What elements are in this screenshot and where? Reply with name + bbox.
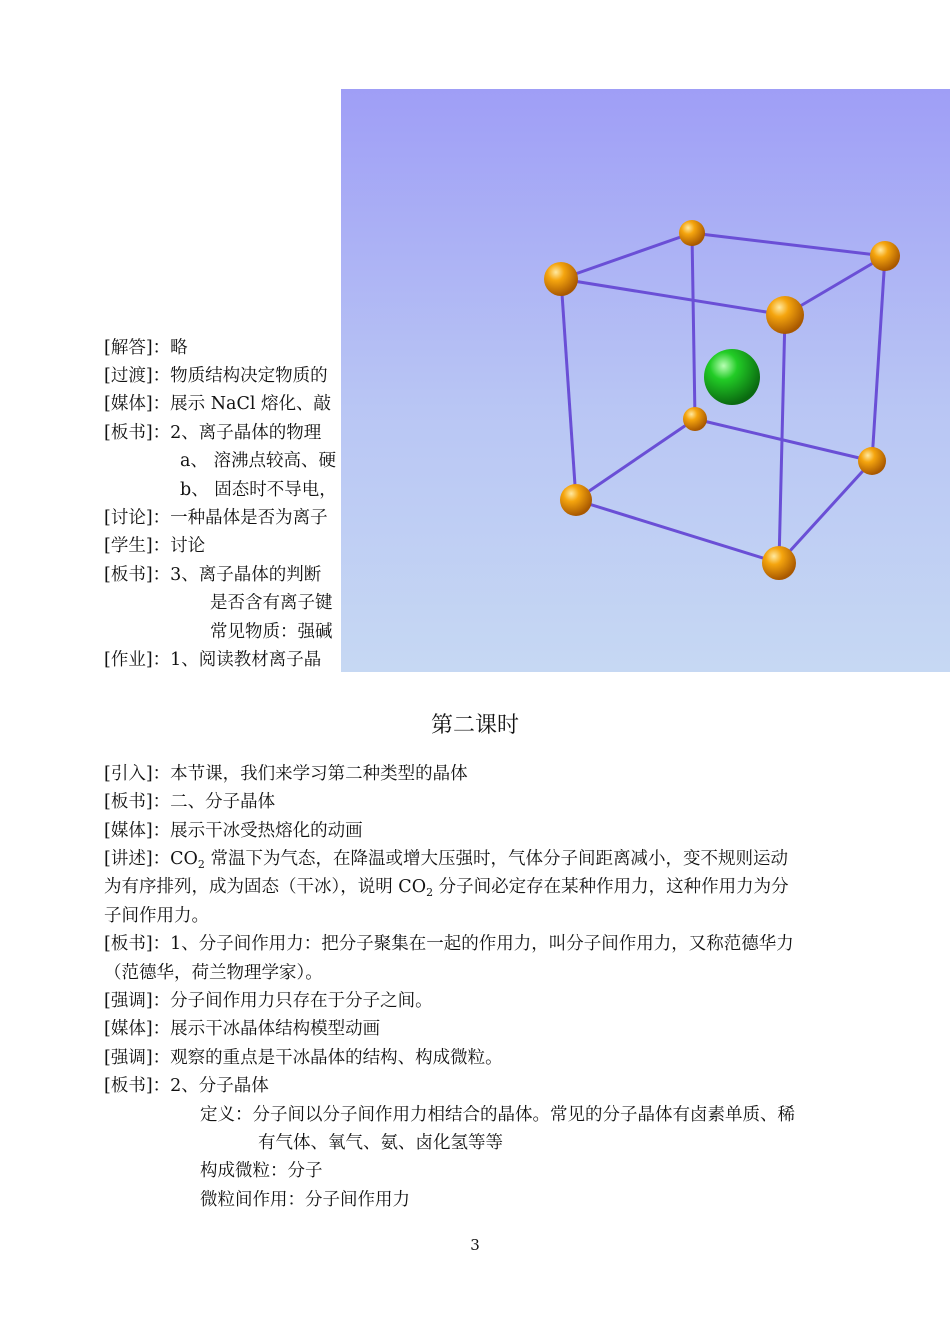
corner-atom	[679, 220, 705, 246]
media-line: [媒体]：展示 NaCl 熔化、敲	[104, 394, 332, 414]
definition-line-1: 定义：分子间以分子间作用力相结合的晶体。常见的分子晶体有卤素单质、稀	[200, 1105, 795, 1125]
corner-atom	[766, 296, 804, 334]
emphasis-line-1: [强调]：分子间作用力只存在于分子之间。	[104, 991, 433, 1011]
vdw-note-line: （范德华，荷兰物理学家）。	[104, 963, 323, 983]
corner-atom	[858, 447, 886, 475]
center-atom	[704, 349, 760, 405]
lecture-line-1: [讲述]：$CO_2$ 常温下为气态，在降温或增大压强时，气体分子间距离减小，变不规则运动	[104, 849, 788, 871]
corner-atom	[762, 546, 796, 580]
media-line-model: [媒体]：展示干冰晶体结构模型动画	[104, 1019, 381, 1039]
definition-line-2: 有气体、氧气、氨、卤化氢等等	[258, 1133, 503, 1153]
corner-atom	[683, 407, 707, 431]
corner-atom	[560, 484, 592, 516]
media-line-dry-ice: [媒体]：展示干冰受热熔化的动画	[104, 821, 363, 841]
board-line-crystal: [板书]：2、分子晶体	[104, 1076, 269, 1096]
crystal-structure-figure	[341, 89, 950, 672]
property-b-line: b、 固态时不导电，	[180, 480, 337, 500]
section-title: 第二课时	[430, 713, 519, 738]
emphasis-line-2: [强调]：观察的重点是干冰晶体的结构、构成微粒。	[104, 1048, 503, 1068]
answer-line: [解答]：略	[104, 338, 188, 358]
cubic-lattice-diagram	[341, 89, 950, 672]
transition-line: [过渡]：物质结构决定物质的	[104, 366, 328, 386]
board-line-force: [板书]：1、分子间作用力：把分子聚集在一起的作用力，叫分子间作用力，又称范德华力	[104, 934, 794, 954]
intro-line: [引入]：本节课，我们来学习第二种类型的晶体	[104, 764, 468, 784]
student-line: [学生]：讨论	[104, 536, 206, 556]
homework-line: [作业]：1、阅读教材离子晶	[104, 650, 322, 670]
corner-atom	[870, 241, 900, 271]
common-substance-line: 常见物质：强碱	[210, 622, 333, 642]
particle-line: 构成微粒：分子	[200, 1161, 323, 1181]
lecture-line-2: 为有序排列，成为固态（干冰），说明 $CO_2$ 分子间必定存在某种作用力，这种作用力为分	[104, 877, 789, 899]
ionic-bond-line: 是否含有离子键	[210, 593, 333, 613]
page-number: 3	[470, 1236, 480, 1254]
board-line-molecular: [板书]：二、分子晶体	[104, 792, 276, 812]
interaction-line: 微粒间作用：分子间作用力	[200, 1190, 410, 1210]
board-line-physical: [板书]：2、离子晶体的物理	[104, 423, 322, 443]
corner-atom	[544, 262, 578, 296]
board-line-judgement: [板书]：3、离子晶体的判断	[104, 565, 322, 585]
discussion-line: [讨论]：一种晶体是否为离子	[104, 508, 328, 528]
property-a-line: a、 溶沸点较高、硬	[180, 451, 336, 471]
lecture-line-3: 子间作用力。	[104, 906, 209, 926]
